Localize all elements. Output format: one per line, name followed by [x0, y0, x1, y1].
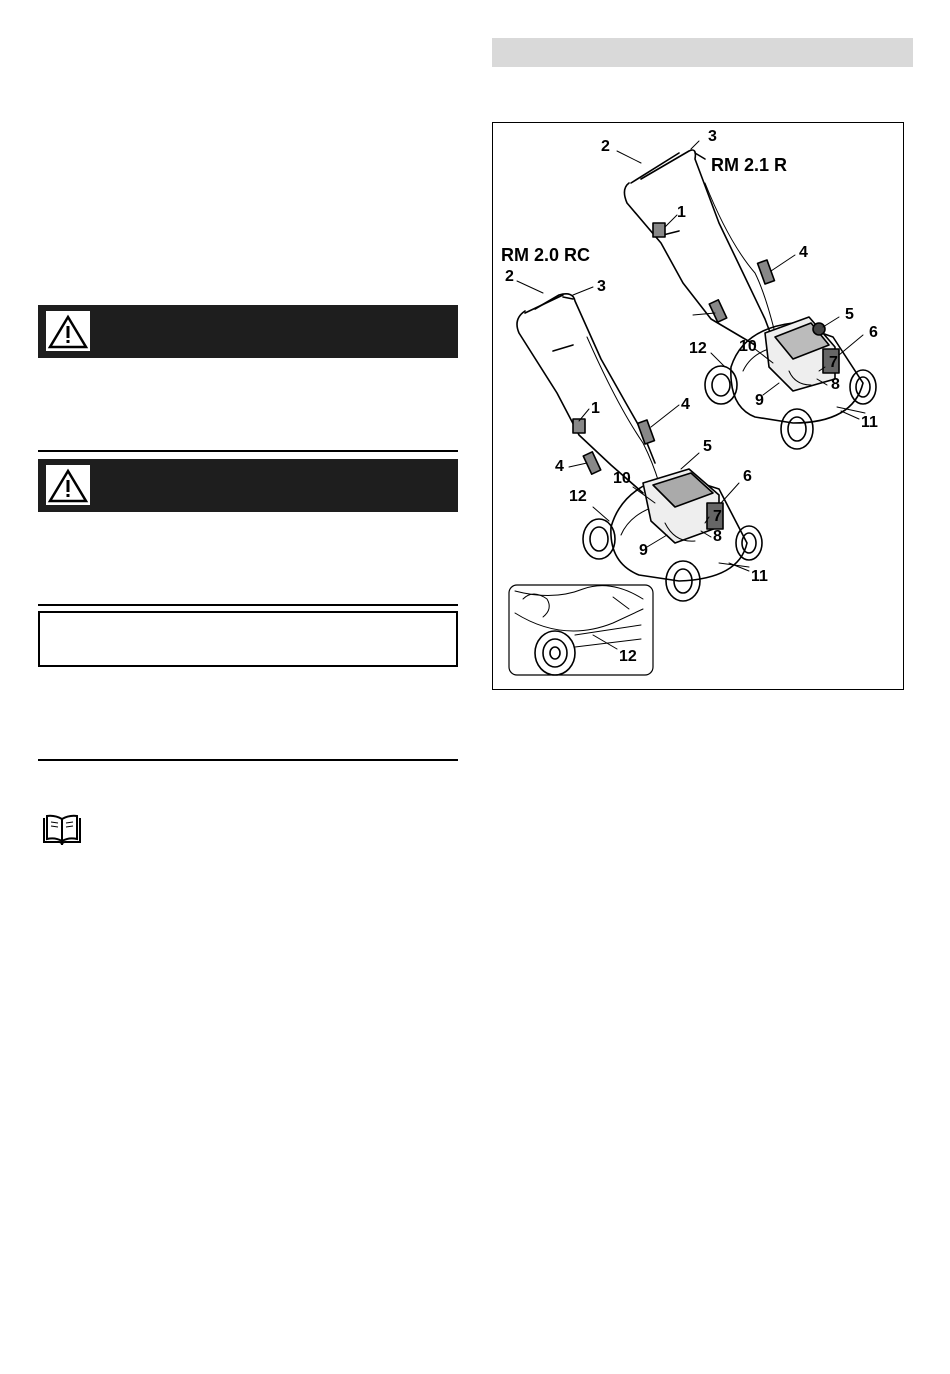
callout-inset-12: 12 [619, 648, 637, 665]
callout-bottom-5: 5 [703, 438, 712, 455]
model-label-rm-2-1-r: RM 2.1 R [711, 155, 788, 175]
warning-banner-2 [38, 459, 458, 512]
callout-bottom-4b: 4 [555, 458, 564, 475]
callout-bottom-9: 9 [639, 542, 648, 559]
section-heading-bar [492, 38, 913, 67]
callout-top-9: 9 [755, 392, 764, 409]
divider [38, 604, 458, 606]
callout-bottom-6: 6 [743, 468, 752, 485]
callout-bottom-4a: 4 [681, 396, 690, 413]
callout-top-6: 6 [869, 324, 878, 341]
divider [38, 450, 458, 452]
warning-banner-1 [38, 305, 458, 358]
notice-box [38, 611, 458, 667]
mower-illustration [493, 123, 903, 689]
divider [38, 759, 458, 761]
callout-top-5: 5 [845, 306, 854, 323]
open-book-icon [42, 814, 82, 851]
callout-bottom-8: 8 [713, 528, 722, 545]
callout-top-1: 1 [677, 204, 686, 221]
callout-bottom-1: 1 [591, 400, 600, 417]
mower-figure [492, 122, 904, 690]
callout-bottom-2: 2 [505, 268, 514, 285]
callout-bottom-12: 12 [569, 488, 587, 505]
callout-top-10: 10 [739, 338, 757, 355]
callout-bottom-7: 7 [713, 508, 722, 525]
warning-triangle-icon [46, 311, 90, 351]
callout-top-4: 4 [799, 244, 808, 261]
callout-bottom-10: 10 [613, 470, 631, 487]
callout-bottom-11: 11 [751, 568, 768, 585]
callout-top-11: 11 [861, 414, 878, 431]
model-label-rm-2-0-rc: RM 2.0 RC [501, 245, 591, 265]
callout-top-8: 8 [831, 376, 840, 393]
callout-top-2: 2 [601, 138, 610, 155]
callout-top-7: 7 [829, 354, 838, 371]
callout-top-3: 3 [708, 128, 717, 145]
callout-bottom-3: 3 [597, 278, 606, 295]
warning-triangle-icon [46, 465, 90, 505]
callout-top-12: 12 [689, 340, 707, 357]
